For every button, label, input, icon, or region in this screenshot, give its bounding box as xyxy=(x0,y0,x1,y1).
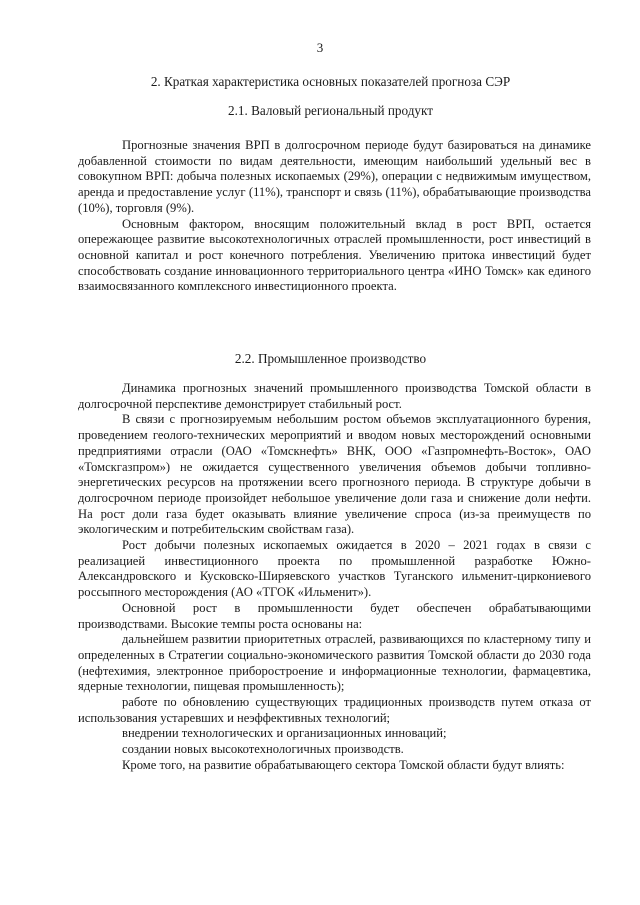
paragraph: Основной рост в промышленности будет обеспечен обрабатывающими производствами. Высокие темпы роста основаны на: xyxy=(78,600,591,631)
paragraph: Динамика прогнозных значений промышленного производства Томской области в долгосрочной перспективе демонстрирует стабильный рост. xyxy=(78,381,591,411)
industry-text-block xyxy=(78,381,591,774)
paragraph: Кроме того, на развитие обрабатывающего сектора Томской области будут влиять: xyxy=(122,757,565,772)
subsection-title-industry: 2.2. Промышленное производство xyxy=(234,351,427,366)
grp-text-block xyxy=(78,138,591,295)
list-item: дальнейшем развитии приоритетных отраслей, развивающихся по кластерному типу и определенных в Стратегии социально-экономического развития Томской области до 2030 года (нефтехимия, электронное приборостроение и информационные технологии, фармацевтика, ядерные технологии, пищевая промышленность); xyxy=(78,632,591,694)
paragraph: В связи с прогнозируемым небольшим ростом объемов эксплуатационного бурения, проведением геолого-технических мероприятий и вводом новых месторождений основными предприятиями отрасли (ОАО «Томскнефть» ВНК, ООО «Газпромнефть-Восток», ОАО «Томскгазпром») не ожидается существенного увеличения объемов добычи топливно-энергетических ресурсов на протяжении всего прогнозного периода. В структуре добычи в долгосрочном периоде произойдет небольшое увеличение доли газа и снижение доли нефти. На рост доли газа будет оказывать влияние увеличение спроса (из-за преимуществ по экологическим и потребительским свойствам газа). xyxy=(78,412,591,537)
list-item: работе по обновлению существующих традиционных производств путем отказа от использования устаревших и неэффективных технологий; xyxy=(78,695,591,725)
section-title: 2. Краткая характеристика основных показателей прогноза СЭР xyxy=(150,74,511,89)
list-item: внедрении технологических и организационных инноваций; xyxy=(122,726,447,741)
paragraph: Прогнозные значения ВРП в долгосрочном периоде будут базироваться на динамике добавленной стоимости по видам деятельности, имеющим наибольший удельный вес в совокупном ВРП: добыча полезных ископаемых (29%), операции с недвижимым имуществом, аренда и предоставление услуг (11%), транспорт и связь (11%), обрабатывающие производства (10%), торговля (9%). xyxy=(78,138,591,215)
list-item: создании новых высокотехнологичных производств. xyxy=(122,742,404,757)
subsection-title-grp: 2.1. Валовый региональный продукт xyxy=(227,103,434,118)
paragraph: Основным фактором, вносящим положительный вклад в рост ВРП, остается опережающее развитие высокотехнологичных отраслей промышленности, рост инвестиций в основной капитал и рост конечного потребления. Увеличению притока инвестиций будет способствовать создание инновационного территориального центра «ИНО Томск» как единого взаимосвязанного комплексного инвестиционного проекта. xyxy=(78,216,591,294)
paragraph: Рост добычи полезных ископаемых ожидается в 2020 – 2021 годах в связи с реализацией инвестиционного проекта по промышленной разработке Южно-Александровского и Кусковско-Ширяевского участков Туганского ильменит-циркониевого россыпного месторождения (АО «ТГОК «Ильменит»). xyxy=(78,538,591,600)
page-number: 3 xyxy=(316,40,324,55)
